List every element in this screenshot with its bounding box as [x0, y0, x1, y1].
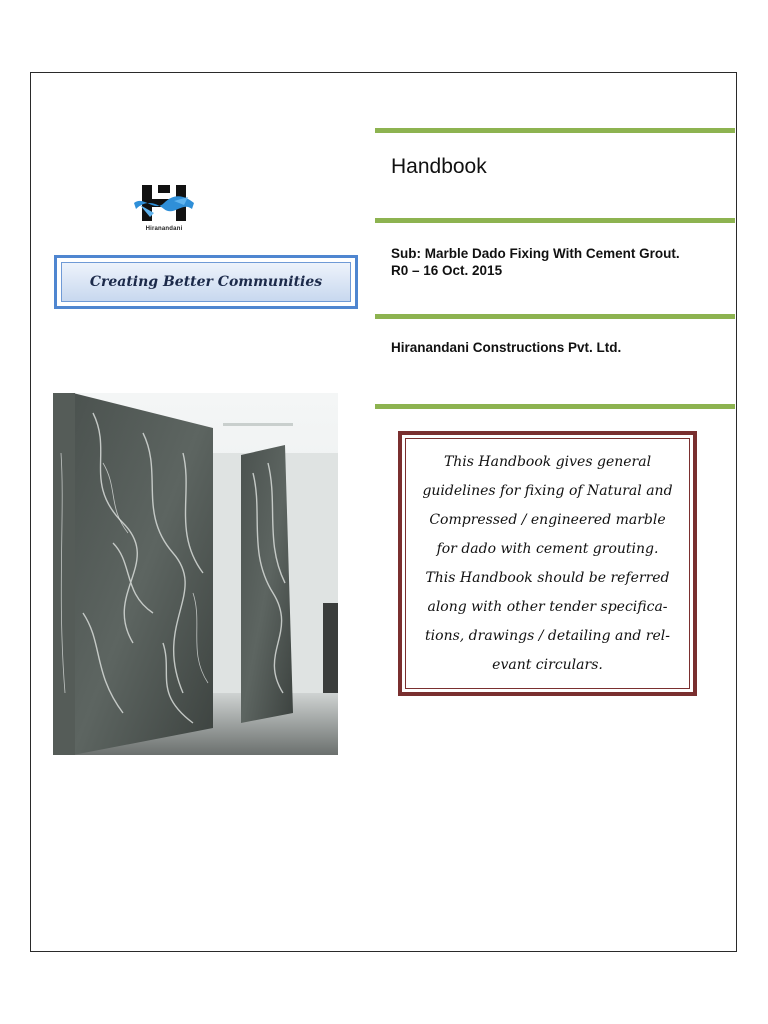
description-line: for dado with cement grouting. — [436, 540, 659, 557]
tagline-text: Creating Better Communities — [61, 262, 351, 302]
company-name: Hiranandani Constructions Pvt. Ltd. — [391, 340, 622, 355]
revision-line: R0 – 16 Oct. 2015 — [391, 263, 503, 278]
description-line: This Handbook gives general — [443, 453, 652, 470]
description-line: Compressed / engineered marble — [429, 511, 666, 528]
tagline-banner — [54, 255, 358, 309]
description-line: This Handbook should be referred — [425, 569, 670, 586]
divider-rule — [375, 128, 735, 133]
logo-caption: Hiranandani — [145, 226, 183, 232]
handbook-description — [422, 448, 672, 680]
handbook-description-box — [398, 431, 697, 696]
divider-rule — [375, 218, 735, 223]
description-line: evant circulars. — [492, 656, 603, 673]
divider-rule — [375, 314, 735, 319]
divider-rule — [375, 404, 735, 409]
description-line: guidelines for fixing of Natural and — [422, 482, 673, 499]
subject-block — [391, 245, 680, 279]
marble-wall-photo — [53, 393, 338, 755]
document-title: Handbook — [391, 155, 487, 178]
subject-line: Sub: Marble Dado Fixing With Cement Grout. — [391, 246, 680, 261]
description-line: tions, drawings / detailing and rel- — [425, 627, 670, 644]
description-line: along with other tender specifica- — [427, 598, 668, 615]
